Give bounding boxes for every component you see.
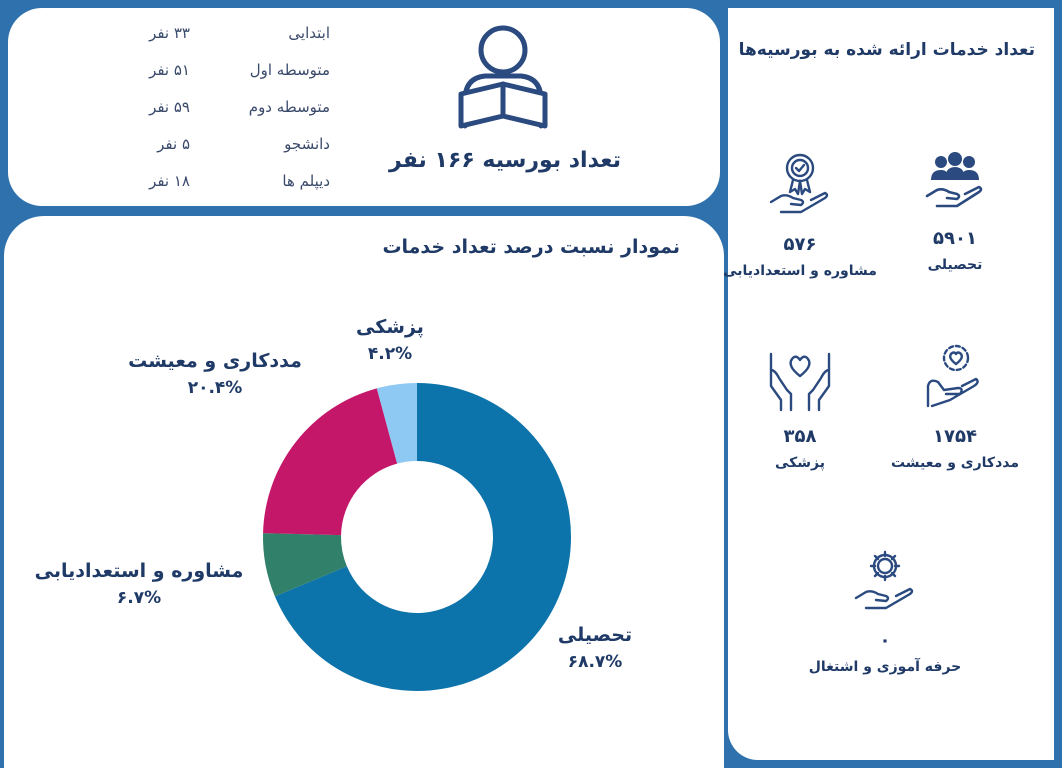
service-label: حرفه آموزی و اشتغال	[808, 659, 962, 675]
service-label: مددکاری و معیشت	[890, 455, 1020, 471]
heart-hand-icon	[920, 342, 990, 412]
service-value: ۵۷۶	[783, 234, 817, 255]
heart-hands-icon	[765, 350, 835, 412]
group-hand-icon	[923, 150, 987, 214]
slice-name: پزشکی	[356, 316, 424, 338]
gear-hand-icon	[850, 546, 920, 616]
award-hand-icon	[765, 150, 835, 220]
label-medical	[330, 316, 450, 364]
label-welfare	[100, 350, 330, 398]
student-level: دیپلم ها	[282, 172, 330, 190]
label-educational	[540, 624, 650, 672]
slice-percent: ۶۸.۷%	[567, 652, 623, 672]
slice-percent: ۴.۲%	[367, 344, 413, 364]
donut-chart	[260, 380, 574, 694]
service-value: ۱۷۵۴	[933, 426, 977, 447]
student-level: متوسطه اول	[249, 61, 330, 79]
service-label: مشاوره و استعدادیابی	[723, 263, 877, 279]
student-count: ۵۱ نفر	[149, 61, 190, 79]
service-value: ۳۵۸	[783, 426, 817, 447]
student-level: متوسطه دوم	[248, 98, 330, 116]
service-value: ۰	[879, 630, 891, 651]
slice-percent: ۶.۷%	[116, 588, 162, 608]
student-row-university	[120, 135, 330, 163]
label-counseling	[14, 560, 264, 608]
student-row-senior-high	[120, 98, 330, 126]
student-reading-icon	[455, 22, 551, 134]
slice-name: تحصیلی	[557, 624, 633, 646]
student-count: ۳۳ نفر	[149, 24, 190, 42]
service-medical	[715, 350, 885, 471]
student-row-diploma	[120, 172, 330, 200]
service-label: پزشکی	[774, 455, 826, 471]
service-value: ۵۹۰۱	[933, 228, 977, 249]
service-vocational	[800, 546, 970, 675]
student-row-primary	[120, 24, 330, 52]
slice-name: مشاوره و استعدادیابی	[34, 560, 244, 582]
student-level: دانشجو	[284, 135, 330, 153]
services-title: تعداد خدمات ارائه شده به بورسیه‌ها	[738, 40, 1035, 60]
student-count: ۵ نفر	[157, 135, 190, 153]
student-count: ۵۹ نفر	[149, 98, 190, 116]
slice-name: مددکاری و معیشت	[128, 350, 302, 372]
chart-title: نمودار نسبت درصد تعداد خدمات	[382, 236, 680, 258]
service-educational	[870, 150, 1040, 273]
student-count: ۱۸ نفر	[149, 172, 190, 190]
student-row-junior-high	[120, 61, 330, 89]
total-students-title: تعداد بورسیه ۱۶۶ نفر	[389, 148, 621, 173]
service-welfare	[870, 342, 1040, 471]
slice-percent: ۲۰.۴%	[187, 378, 243, 398]
students-card	[8, 8, 720, 206]
service-counseling	[715, 150, 885, 279]
student-level: ابتدایی	[288, 24, 330, 42]
donut-slice-2	[263, 388, 397, 535]
service-label: تحصیلی	[927, 257, 983, 273]
